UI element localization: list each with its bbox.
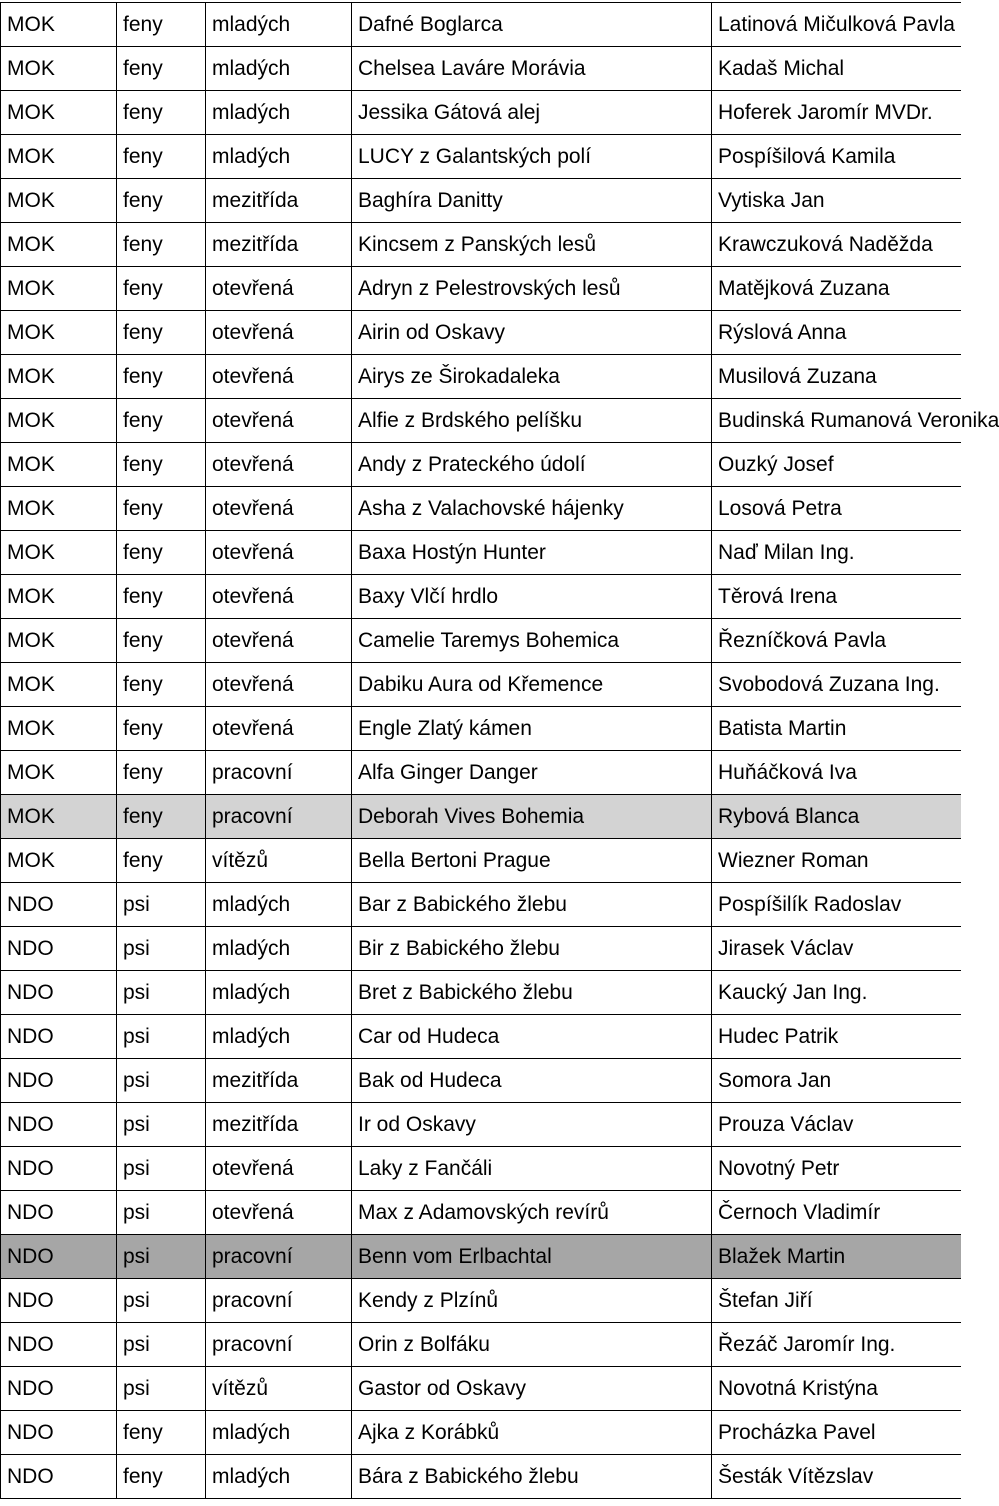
class-cell: pracovní [206,795,352,839]
dog-name-cell: LUCY z Galantských polí [352,135,712,179]
table-row [1,883,961,927]
owner-cell: Černoch Vladimír [712,1191,961,1235]
table-row [1,1191,961,1235]
breed-cell: MOK [1,399,117,443]
owner-cell: Procházka Pavel [712,1411,961,1455]
breed-cell: MOK [1,179,117,223]
class-cell: otevřená [206,1191,352,1235]
class-cell: mladých [206,971,352,1015]
dog-name-cell: Baghíra Danitty [352,179,712,223]
class-cell: mezitřída [206,1103,352,1147]
class-cell: otevřená [206,663,352,707]
dog-name-cell: Car od Hudeca [352,1015,712,1059]
owner-cell: Novotná Kristýna [712,1367,961,1411]
table-body [1,3,999,1499]
breed-cell: MOK [1,47,117,91]
breed-cell: MOK [1,531,117,575]
entries-table [0,2,999,1499]
class-cell: mladých [206,47,352,91]
owner-cell: Hoferek Jaromír MVDr. [712,91,961,135]
breed-cell: NDO [1,1103,117,1147]
class-cell: mladých [206,883,352,927]
table-row [1,47,961,91]
breed-cell: NDO [1,883,117,927]
breed-cell: MOK [1,311,117,355]
table-row [1,531,961,575]
dog-name-cell: Bak od Hudeca [352,1059,712,1103]
owner-cell: Batista Martin [712,707,961,751]
sex-cell: psi [117,883,206,927]
class-cell: mladých [206,91,352,135]
breed-cell: NDO [1,1147,117,1191]
class-cell: vítězů [206,839,352,883]
class-cell: pracovní [206,1323,352,1367]
owner-cell: Somora Jan [712,1059,961,1103]
spreadsheet [0,2,999,1499]
dog-name-cell: Jessika Gátová alej [352,91,712,135]
class-cell: otevřená [206,311,352,355]
sex-cell: psi [117,1323,206,1367]
dog-name-cell: Camelie Taremys Bohemica [352,619,712,663]
table-row [1,1455,961,1499]
breed-cell: NDO [1,1191,117,1235]
owner-cell: Rýslová Anna [712,311,961,355]
class-cell: mezitřída [206,1059,352,1103]
owner-cell: Prouza Václav [712,1103,961,1147]
breed-cell: MOK [1,3,117,47]
owner-cell: Huňáčková Iva [712,751,961,795]
sex-cell: feny [117,1455,206,1499]
sex-cell: feny [117,663,206,707]
sex-cell: feny [117,487,206,531]
owner-cell: Ouzký Josef [712,443,961,487]
dog-name-cell: Airys ze Širokadaleka [352,355,712,399]
table-row [1,443,961,487]
table-row [1,179,961,223]
breed-cell: NDO [1,1015,117,1059]
breed-cell: MOK [1,707,117,751]
owner-cell: Svobodová Zuzana Ing. [712,663,961,707]
breed-cell: MOK [1,487,117,531]
dog-name-cell: Bret z Babického žlebu [352,971,712,1015]
sex-cell: psi [117,927,206,971]
table-row [1,223,961,267]
sex-cell: feny [117,443,206,487]
owner-cell: Naď Milan Ing. [712,531,961,575]
class-cell: mladých [206,927,352,971]
class-cell: mezitřída [206,223,352,267]
owner-cell: Kadaš Michal [712,47,961,91]
owner-cell: Krawczuková Naděžda [712,223,961,267]
owner-cell: Jirasek Václav [712,927,961,971]
owner-cell: Budinská Rumanová Veronika [712,399,961,443]
class-cell: pracovní [206,1235,352,1279]
sex-cell: feny [117,707,206,751]
sex-cell: feny [117,223,206,267]
breed-cell: MOK [1,619,117,663]
owner-cell: Rybová Blanca [712,795,961,839]
sex-cell: feny [117,751,206,795]
sex-cell: feny [117,3,206,47]
table-row [1,3,961,47]
dog-name-cell: Asha z Valachovské hájenky [352,487,712,531]
dog-name-cell: Deborah Vives Bohemia [352,795,712,839]
class-cell: mladých [206,1015,352,1059]
dog-name-cell: Max z Adamovských revírů [352,1191,712,1235]
table-row [1,399,961,443]
owner-cell: Štefan Jiří [712,1279,961,1323]
breed-cell: MOK [1,267,117,311]
sex-cell: psi [117,1191,206,1235]
owner-cell: Pospíšilík Radoslav [712,883,961,927]
owner-cell: Vytiska Jan [712,179,961,223]
table-row [1,751,961,795]
table-row [1,575,961,619]
table-row [1,135,961,179]
table-row [1,487,961,531]
dog-name-cell: Gastor od Oskavy [352,1367,712,1411]
breed-cell: NDO [1,927,117,971]
table-row [1,839,961,883]
table-row [1,355,961,399]
sex-cell: psi [117,1147,206,1191]
class-cell: otevřená [206,487,352,531]
table-row [1,971,961,1015]
class-cell: otevřená [206,267,352,311]
table-row [1,1059,961,1103]
sex-cell: psi [117,971,206,1015]
dog-name-cell: Laky z Fančáli [352,1147,712,1191]
table-row [1,1147,961,1191]
owner-cell: Pospíšilová Kamila [712,135,961,179]
dog-name-cell: Orin z Bolfáku [352,1323,712,1367]
owner-cell: Blažek Martin [712,1235,961,1279]
sex-cell: feny [117,355,206,399]
breed-cell: MOK [1,355,117,399]
dog-name-cell: Bella Bertoni Prague [352,839,712,883]
table-row [1,663,961,707]
sex-cell: feny [117,795,206,839]
sex-cell: psi [117,1367,206,1411]
dog-name-cell: Ajka z Korábků [352,1411,712,1455]
class-cell: mladých [206,1455,352,1499]
table-row [1,1323,961,1367]
owner-cell: Wiezner Roman [712,839,961,883]
owner-cell: Latinová Mičulková Pavla [712,3,961,47]
sex-cell: feny [117,179,206,223]
table-row [1,1279,961,1323]
class-cell: mladých [206,3,352,47]
breed-cell: MOK [1,751,117,795]
class-cell: otevřená [206,575,352,619]
dog-name-cell: Dabiku Aura od Křemence [352,663,712,707]
breed-cell: NDO [1,971,117,1015]
class-cell: mezitřída [206,179,352,223]
dog-name-cell: Engle Zlatý kámen [352,707,712,751]
breed-cell: MOK [1,839,117,883]
dog-name-cell: Andy z Prateckého údolí [352,443,712,487]
owner-cell: Losová Petra [712,487,961,531]
dog-name-cell: Baxa Hostýn Hunter [352,531,712,575]
table-row [1,91,961,135]
sex-cell: psi [117,1015,206,1059]
breed-cell: NDO [1,1279,117,1323]
sex-cell: psi [117,1059,206,1103]
class-cell: pracovní [206,1279,352,1323]
class-cell: otevřená [206,399,352,443]
table-row [1,927,961,971]
table-row [1,1411,961,1455]
class-cell: otevřená [206,443,352,487]
sex-cell: feny [117,1411,206,1455]
sex-cell: feny [117,135,206,179]
table-row [1,1015,961,1059]
sex-cell: psi [117,1235,206,1279]
class-cell: otevřená [206,1147,352,1191]
sex-cell: psi [117,1103,206,1147]
owner-cell: Šesták Vítězslav [712,1455,961,1499]
breed-cell: MOK [1,575,117,619]
class-cell: mladých [206,1411,352,1455]
breed-cell: NDO [1,1367,117,1411]
owner-cell: Těrová Irena [712,575,961,619]
class-cell: mladých [206,135,352,179]
sex-cell: feny [117,91,206,135]
class-cell: otevřená [206,619,352,663]
dog-name-cell: Airin od Oskavy [352,311,712,355]
owner-cell: Řezáč Jaromír Ing. [712,1323,961,1367]
sex-cell: feny [117,575,206,619]
owner-cell: Hudec Patrik [712,1015,961,1059]
owner-cell: Kaucký Jan Ing. [712,971,961,1015]
dog-name-cell: Adryn z Pelestrovských lesů [352,267,712,311]
dog-name-cell: Kendy z Plzínů [352,1279,712,1323]
dog-name-cell: Benn vom Erlbachtal [352,1235,712,1279]
sex-cell: feny [117,839,206,883]
table-row [1,1235,961,1279]
dog-name-cell: Baxy Vlčí hrdlo [352,575,712,619]
dog-name-cell: Bar z Babického žlebu [352,883,712,927]
breed-cell: NDO [1,1455,117,1499]
sex-cell: feny [117,399,206,443]
table-row [1,619,961,663]
sex-cell: feny [117,311,206,355]
breed-cell: MOK [1,795,117,839]
table-row [1,311,961,355]
owner-cell: Novotný Petr [712,1147,961,1191]
breed-cell: MOK [1,663,117,707]
breed-cell: MOK [1,223,117,267]
breed-cell: NDO [1,1059,117,1103]
sex-cell: feny [117,619,206,663]
sex-cell: feny [117,47,206,91]
dog-name-cell: Alfa Ginger Danger [352,751,712,795]
table-row [1,1103,961,1147]
sex-cell: feny [117,267,206,311]
dog-name-cell: Bir z Babického žlebu [352,927,712,971]
class-cell: vítězů [206,1367,352,1411]
owner-cell: Matějková Zuzana [712,267,961,311]
breed-cell: NDO [1,1411,117,1455]
dog-name-cell: Dafné Boglarca [352,3,712,47]
class-cell: otevřená [206,531,352,575]
dog-name-cell: Alfie z Brdského pelíšku [352,399,712,443]
breed-cell: MOK [1,91,117,135]
owner-cell: Řezníčková Pavla [712,619,961,663]
dog-name-cell: Kincsem z Panských lesů [352,223,712,267]
breed-cell: NDO [1,1323,117,1367]
sex-cell: feny [117,531,206,575]
sex-cell: psi [117,1279,206,1323]
class-cell: otevřená [206,355,352,399]
dog-name-cell: Ir od Oskavy [352,1103,712,1147]
breed-cell: NDO [1,1235,117,1279]
class-cell: otevřená [206,707,352,751]
breed-cell: MOK [1,443,117,487]
table-row [1,795,961,839]
dog-name-cell: Bára z Babického žlebu [352,1455,712,1499]
dog-name-cell: Chelsea Laváre Morávia [352,47,712,91]
breed-cell: MOK [1,135,117,179]
table-row [1,1367,961,1411]
owner-cell: Musilová Zuzana [712,355,961,399]
table-row [1,707,961,751]
class-cell: pracovní [206,751,352,795]
table-row [1,267,961,311]
